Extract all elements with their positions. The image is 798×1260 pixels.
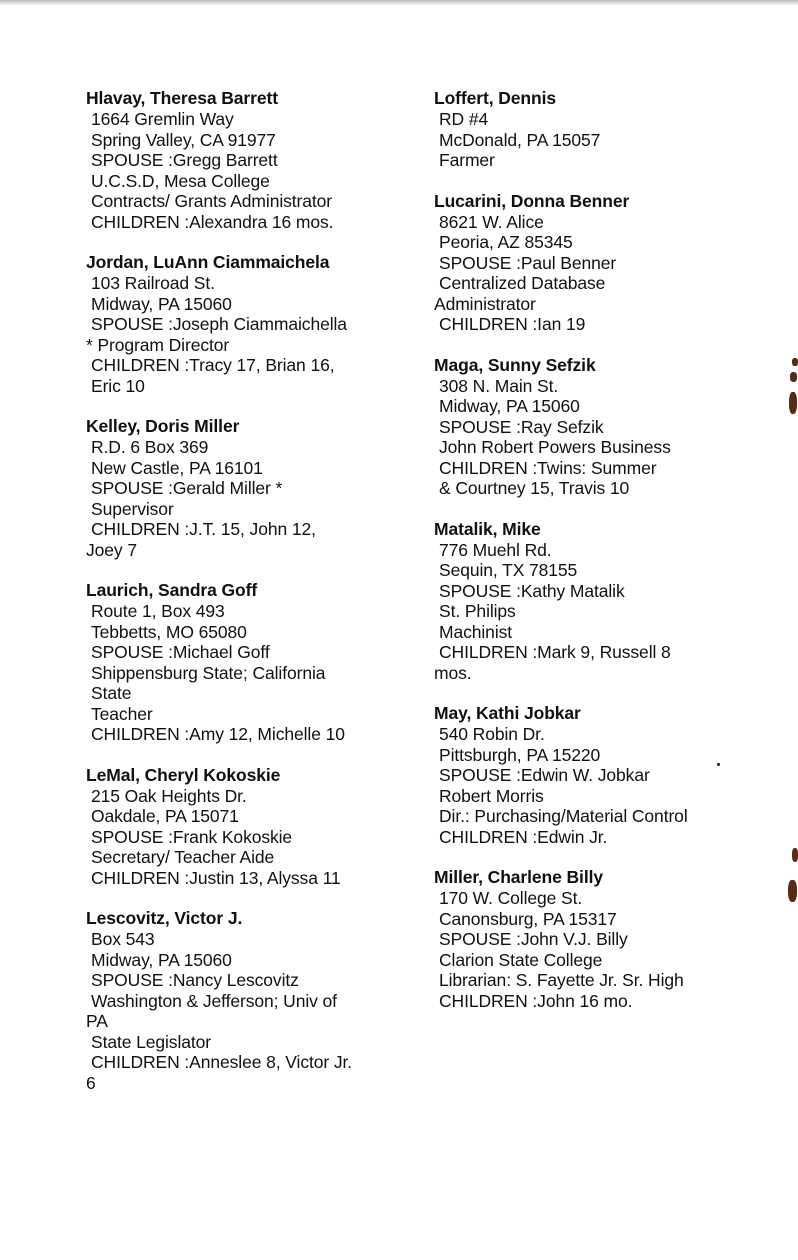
directory-entry [434,88,769,171]
entry-detail-line: 540 Robin Dr. [439,724,545,744]
entry-detail-line: Supervisor [91,498,174,519]
entry-detail-line: CHILDREN :John 16 mo. [439,990,633,1011]
entry-detail-line: CHILDREN :Edwin Jr. [439,826,608,847]
entry-detail-line: Eric 10 [91,375,145,396]
entry-detail-line: Machinist [439,621,513,642]
directory-entry [86,88,416,232]
entry-detail-line: & Courtney 15, Travis 10 [439,478,630,498]
binder-mark [788,880,797,902]
directory-entry [434,519,769,684]
binder-mark [790,372,797,382]
entry-name: Matalik, Mike [434,518,541,539]
entry-name: Loffert, Dennis [434,88,556,108]
entry-detail-line: Librarian: S. Fayette Jr. Sr. High [439,970,684,990]
directory-entry [86,908,416,1093]
entry-detail-line: Joey 7 [86,539,137,560]
entry-detail-line: Oakdale, PA 15071 [91,806,239,826]
entry-detail-line: SPOUSE :Paul Benner [439,252,617,273]
directory-entry [86,252,416,396]
entry-detail-line: Box 543 [91,929,155,949]
entry-detail-line: CHILDREN :Anneslee 8, Victor Jr. [91,1052,353,1072]
directory-entry [434,191,769,335]
entry-detail-line: Washington & Jefferson; Univ of [91,990,337,1011]
page-top-edge [0,0,798,6]
entry-detail-line: John Robert Powers Business [439,437,671,457]
entry-detail-line: SPOUSE :Edwin W. Jobkar [439,765,650,785]
entry-name: Laurich, Sandra Goff [86,580,258,600]
entry-detail-line: Contracts/ Grants Administrator [91,191,333,211]
directory-entry [86,416,416,560]
entry-detail-line: State Legislator [91,1031,212,1052]
entry-detail-line: Secretary/ Teacher Aide [91,847,275,867]
binder-mark [792,848,798,862]
entry-name: May, Kathi Jobkar [434,703,581,723]
entry-name: Hlavay, Theresa Barrett [86,88,278,108]
entry-detail-line: SPOUSE :Gerald Miller * [91,478,283,498]
entry-name: Kelley, Doris Miller [86,416,240,436]
entry-detail-line: SPOUSE :Frank Kokoskie [91,826,293,847]
entry-detail-line: McDonald, PA 15057 [439,129,601,150]
entry-detail-line: Pittsburgh, PA 15220 [439,744,601,765]
entry-detail-line: CHILDREN :Tracy 17, Brian 16, [91,355,335,375]
binder-mark [792,358,798,366]
entry-detail-line: State [91,683,132,703]
entry-name: Lucarini, Donna Benner [434,190,630,211]
stray-dot [717,763,720,766]
entry-detail-line: SPOUSE :Gregg Barrett [91,150,278,170]
entry-detail-line: Centralized Database [439,273,606,293]
entry-name: Lescovitz, Victor J. [86,908,243,928]
entry-detail-line: Midway, PA 15060 [439,396,580,416]
entry-detail-line: CHILDREN :Mark 9, Russell 8 [439,642,671,662]
entry-detail-line: Robert Morris [439,785,544,806]
entry-detail-line: Spring Valley, CA 91977 [91,129,276,150]
entry-detail-line: New Castle, PA 16101 [91,457,263,478]
entry-detail-line: Midway, PA 15060 [91,949,232,970]
entry-detail-line: SPOUSE :Nancy Lescovitz [91,970,299,990]
entry-detail-line: * Program Director [86,334,230,355]
entry-detail-line: 103 Railroad St. [91,273,215,293]
entry-detail-line: 8621 W. Alice [439,211,544,232]
entry-detail-line: 215 Oak Heights Dr. [91,785,247,806]
entry-detail-line: Tebbetts, MO 65080 [91,621,247,642]
binder-mark [789,392,797,414]
entry-detail-line: CHILDREN :Justin 13, Alyssa 11 [91,867,341,888]
entry-detail-line: CHILDREN :Amy 12, Michelle 10 [91,724,345,744]
entry-detail-line: Canonsburg, PA 15317 [439,908,617,929]
directory-entry [86,580,416,745]
entry-detail-line: 308 N. Main St. [439,375,559,396]
entry-detail-line: CHILDREN :Twins: Summer [439,457,657,478]
entry-name: Jordan, LuAnn Ciammaichela [86,252,330,272]
entry-detail-line: Shippensburg State; California [91,662,326,683]
entry-detail-line: RD #4 [439,109,489,129]
directory-entry [86,765,416,889]
directory-entry [434,867,769,1011]
entry-detail-line: Clarion State College [439,949,603,970]
entry-detail-line: SPOUSE :Kathy Matalik [439,580,625,601]
entry-detail-line: CHILDREN :Ian 19 [439,314,586,334]
entry-detail-line: Peoria, AZ 85345 [439,232,573,252]
entry-detail-line: CHILDREN :J.T. 15, John 12, [91,519,316,539]
entry-detail-line: mos. [434,662,472,683]
entry-detail-line: Dir.: Purchasing/Material Control [439,806,688,826]
entry-detail-line: SPOUSE :John V.J. Billy [439,929,628,949]
entry-name: Miller, Charlene Billy [434,867,603,887]
directory-entry [434,703,769,847]
directory-entry [434,355,769,499]
entry-name: Maga, Sunny Sefzik [434,354,596,375]
left-column [86,88,416,1113]
entry-detail-line: CHILDREN :Alexandra 16 mos. [91,211,334,232]
entry-detail-line: Route 1, Box 493 [91,601,225,621]
entry-detail-line: 776 Muehl Rd. [439,539,552,560]
entry-detail-line: 6 [86,1072,96,1093]
entry-detail-line: Sequin, TX 78155 [439,560,578,580]
entry-detail-line: SPOUSE :Ray Sefzik [439,416,604,437]
entry-detail-line: Teacher [91,703,153,724]
entry-detail-line: U.C.S.D, Mesa College [91,170,270,191]
entry-detail-line: 170 W. College St. [439,888,583,908]
entry-detail-line: PA [86,1011,108,1031]
entry-detail-line: Farmer [439,150,495,170]
entry-detail-line: Administrator [434,293,536,314]
right-column [434,88,769,1031]
entry-detail-line: SPOUSE :Joseph Ciammaichella [91,314,347,334]
entry-name: LeMal, Cheryl Kokoskie [86,764,281,785]
entry-detail-line: Midway, PA 15060 [91,293,232,314]
entry-detail-line: R.D. 6 Box 369 [91,437,209,457]
entry-detail-line: SPOUSE :Michael Goff [91,642,270,662]
entry-detail-line: 1664 Gremlin Way [91,109,234,129]
entry-detail-line: St. Philips [439,601,516,621]
